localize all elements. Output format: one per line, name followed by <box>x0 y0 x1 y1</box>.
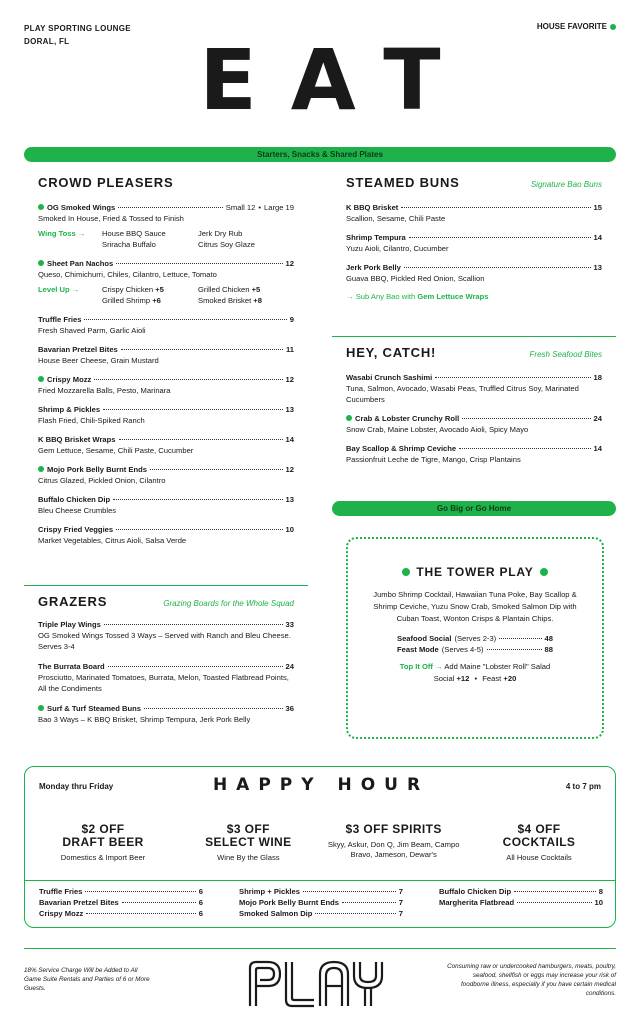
section-title: CROWD PLEASERS <box>38 175 174 190</box>
item-name: Shrimp Tempura <box>346 233 406 242</box>
item-desc: Tuna, Salmon, Avocado, Wasabi Peas, Truffled Citrus Soy, Marinated Cucumbers <box>346 384 579 404</box>
menu-item <box>346 262 602 284</box>
item-desc: Fried Mozzarella Balls, Pesto, Marinara <box>38 386 171 395</box>
dot-leader <box>401 207 590 208</box>
sub-note: → Sub Any Bao with Gem Lettuce Wraps <box>346 292 489 301</box>
item-name: Wasabi Crunch Sashimi <box>346 373 433 382</box>
tower-option: Feast Mode (Serves 4-5) 88 <box>397 645 553 654</box>
item-name: Triple Play Wings <box>38 620 101 629</box>
tower-play-box <box>346 537 604 739</box>
grazers-list <box>38 619 294 725</box>
green-dot-icon <box>540 568 548 576</box>
menu-item <box>38 314 294 336</box>
happy-hour-deal: $3 OFF SPIRITS Skyy, Askur, Don Q, Jim Beam, Campo Bravo, Jameson, Dewar's <box>327 822 460 859</box>
section-title: HEY, CATCH! <box>346 345 437 360</box>
item-name: Surf & Turf Steamed Buns <box>47 704 141 713</box>
happy-hour-food-column <box>239 886 403 919</box>
item-price: 11 <box>285 345 294 354</box>
option: Sriracha Buffalo <box>102 240 156 249</box>
happy-hour-food-column <box>439 886 603 919</box>
menu-item <box>38 703 294 725</box>
happy-hour-deal: $4 OFF COCKTAILS All House Cocktails <box>502 822 576 862</box>
item-name: Buffalo Chicken Dip <box>38 495 111 504</box>
item-name: The Burrata Board <box>38 662 105 671</box>
item-desc: Prosciutto, Marinated Tomatoes, Burrata, Melon, Toasted Flatbread Points, All the Condiments <box>38 673 289 693</box>
section-subtitle: Grazing Boards for the Whole Squad <box>163 599 294 608</box>
tower-option: Seafood Social (Serves 2-3) 48 <box>397 634 553 643</box>
happy-hour-food-item: Margherita Flatbread 10 <box>439 898 603 907</box>
item-desc: Passionfruit Leche de Tigre, Mango, Crisp Plantains <box>346 455 521 464</box>
menu-item <box>38 619 294 652</box>
menu-item <box>38 258 294 280</box>
item-price-small: Small 12 <box>225 203 256 212</box>
green-dot-icon <box>402 568 410 576</box>
item-desc: Gem Lettuce, Sesame, Chili Paste, Cucumber <box>38 446 194 455</box>
menu-item <box>38 404 294 426</box>
item-price: 36 <box>285 704 294 713</box>
starters-banner: Starters, Snacks & Shared Plates <box>24 147 616 162</box>
page-title: EAT <box>199 31 475 129</box>
item-price-large: Large 19 <box>264 203 294 212</box>
item-price: 9 <box>289 315 294 324</box>
happy-hour-food-item: Smoked Salmon Dip 7 <box>239 909 403 918</box>
green-dot-icon <box>38 705 44 711</box>
section-subtitle: Fresh Seafood Bites <box>529 350 602 359</box>
menu-item <box>38 202 294 224</box>
top-it-off: Top It Off → Add Maine "Lobster Roll" Salad Social +12 • Feast +20 <box>399 662 551 683</box>
menu-item <box>38 374 294 396</box>
dot-leader <box>144 708 283 709</box>
item-name: OG Smoked Wings <box>47 203 116 212</box>
crowd-pleasers-list <box>38 202 294 546</box>
tower-options <box>397 633 553 655</box>
item-desc: Queso, Chimichurri, Chiles, Cilantro, Lettuce, Tomato <box>38 270 217 279</box>
happy-hour-deal: $3 OFF SELECT WINE Wine By the Glass <box>205 822 292 862</box>
play-logo <box>246 958 394 1015</box>
item-price: 12 <box>285 465 294 474</box>
dot-leader <box>84 319 286 320</box>
option: Crispy Chicken +5 <box>102 285 164 294</box>
happy-hour-deals <box>33 823 609 863</box>
dot-leader <box>119 439 283 440</box>
tower-desc: Jumbo Shrimp Cocktail, Hawaiian Tuna Poke, Bay Scallop & Shrimp Ceviche, Yuzu Snow Crab, Smoked Salmon Dip with Cuban Toast, Wonton Crisps & Plantain Chips. <box>373 590 577 623</box>
dot-leader <box>121 349 283 350</box>
item-price: 24 <box>285 662 294 671</box>
dot-leader <box>103 409 283 410</box>
venue-location: DORAL, FL <box>24 37 70 46</box>
dot-leader <box>409 237 591 238</box>
item-name: Jerk Pork Belly <box>346 263 401 272</box>
play-logo-mark <box>246 958 394 1010</box>
happy-hour-food-item: Buffalo Chicken Dip 8 <box>439 887 603 896</box>
dot-leader <box>94 379 282 380</box>
item-desc: House Beer Cheese, Grain Mustard <box>38 356 159 365</box>
go-big-banner: Go Big or Go Home <box>332 501 616 516</box>
item-name: Bavarian Pretzel Bites <box>38 345 118 354</box>
green-dot-icon <box>346 415 352 421</box>
happy-hour-food-column <box>39 886 203 919</box>
item-name: Truffle Fries <box>38 315 82 324</box>
health-note: Consuming raw or undercooked hamburgers, meats, poultry, seafood, shellfish or eggs may increase your risk of foodborne illness, especially if you have certain medical conditions. <box>447 963 616 997</box>
house-favorite-label: HOUSE FAVORITE <box>536 22 607 31</box>
menu-item <box>38 494 294 516</box>
dot-leader <box>435 377 590 378</box>
item-price: 12 <box>285 259 294 268</box>
dot-leader <box>113 499 282 500</box>
hey-catch-section <box>346 345 602 465</box>
divider <box>24 585 308 586</box>
happy-hour-deal: $2 OFF DRAFT BEER Domestics & Import Beer <box>60 822 146 862</box>
item-name: Shrimp & Pickles <box>38 405 101 414</box>
item-price: 14 <box>593 233 602 242</box>
dot-leader <box>462 418 590 419</box>
divider <box>24 948 616 949</box>
dot-leader <box>104 624 283 625</box>
green-dot-icon <box>38 376 44 382</box>
item-desc: Citrus Glazed, Pickled Onion, Cilantro <box>38 476 166 485</box>
option: House BBQ Sauce <box>102 229 166 238</box>
hey-catch-list <box>346 372 602 465</box>
grazers-section <box>38 594 294 725</box>
green-dot-icon <box>38 466 44 472</box>
menu-item <box>346 372 602 405</box>
menu-item <box>346 443 602 465</box>
green-dot-icon <box>610 24 616 30</box>
level-up-options <box>38 284 294 306</box>
steamed-buns-section <box>346 175 602 301</box>
happy-hour-title: HAPPY HOUR <box>212 775 430 795</box>
item-name: Crispy Fried Veggies <box>38 525 114 534</box>
item-price: 14 <box>285 435 294 444</box>
dot-leader <box>459 448 590 449</box>
item-name: K BBQ Brisket <box>346 203 399 212</box>
steamed-buns-list <box>346 202 602 284</box>
dot-leader <box>116 529 282 530</box>
item-name: K BBQ Brisket Wraps <box>38 435 116 444</box>
dot-leader <box>404 267 591 268</box>
item-price: 13 <box>285 405 294 414</box>
item-price: 12 <box>285 375 294 384</box>
item-name: Mojo Pork Belly Burnt Ends <box>47 465 147 474</box>
item-desc: Bleu Cheese Crumbles <box>38 506 117 515</box>
menu-item <box>38 344 294 366</box>
tower-title: THE TOWER PLAY <box>348 565 602 579</box>
divider <box>25 880 615 881</box>
item-price: 13 <box>285 495 294 504</box>
item-price: 10 <box>285 525 294 534</box>
option: Grilled Chicken +5 <box>198 285 261 294</box>
service-note: 18% Service Charge Will be Added to All Game Suite Rentals and Parties of 6 or More Guests. <box>24 967 150 992</box>
section-title: GRAZERS <box>38 594 108 609</box>
item-desc: Smoked In House, Fried & Tossed to Finish <box>38 214 184 223</box>
dot-leader <box>118 207 223 208</box>
dot-leader <box>150 469 283 470</box>
happy-hour-box <box>24 766 616 928</box>
item-desc: Market Vegetables, Citrus Aioli, Salsa Verde <box>38 536 187 545</box>
item-desc: Fresh Shaved Parm, Garlic Aioli <box>38 326 146 335</box>
dot-leader <box>108 666 283 667</box>
happy-hour-food-item: Truffle Fries 6 <box>39 887 203 896</box>
menu-item <box>346 232 602 254</box>
happy-hour-food-item: Bavarian Pretzel Bites 6 <box>39 898 203 907</box>
item-desc: Bao 3 Ways – K BBQ Brisket, Shrimp Tempura, Jerk Pork Belly <box>38 715 251 724</box>
menu-item <box>38 464 294 486</box>
option: Citrus Soy Glaze <box>198 240 255 249</box>
item-name: Sheet Pan Nachos <box>47 259 114 268</box>
item-price: 24 <box>593 414 602 423</box>
options-label: Wing Toss → <box>38 229 86 238</box>
divider <box>332 336 616 337</box>
happy-hour-food <box>39 886 603 919</box>
item-desc: Yuzu Aioli, Cilantro, Cucumber <box>346 244 449 253</box>
item-desc: OG Smoked Wings Tossed 3 Ways – Served with Ranch and Bleu Cheese. Serves 3-4 <box>38 631 291 651</box>
crowd-pleasers-section <box>38 175 294 546</box>
option: Grilled Shrimp +6 <box>102 296 161 305</box>
menu-item <box>38 661 294 694</box>
section-subtitle: Signature Bao Buns <box>530 180 602 189</box>
options-label: Level Up → <box>38 285 80 294</box>
dot-leader <box>116 263 282 264</box>
item-desc: Scallion, Sesame, Chili Paste <box>346 214 446 223</box>
green-dot-icon <box>38 260 44 266</box>
happy-hour-time: 4 to 7 pm <box>565 782 601 791</box>
item-name: Crispy Mozz <box>47 375 92 384</box>
item-price: 14 <box>593 444 602 453</box>
green-dot-icon <box>38 204 44 210</box>
menu-item <box>38 434 294 456</box>
item-desc: Flash Fried, Chili-Spiked Ranch <box>38 416 145 425</box>
menu-item <box>346 413 602 435</box>
item-price: 18 <box>593 373 602 382</box>
price-separator: • <box>258 203 262 212</box>
item-price: 33 <box>285 620 294 629</box>
menu-item <box>38 524 294 546</box>
item-desc: Guava BBQ, Pickled Red Onion, Scallion <box>346 274 485 283</box>
option: Smoked Brisket +8 <box>198 296 262 305</box>
item-price: 15 <box>593 203 602 212</box>
section-title: STEAMED BUNS <box>346 175 460 190</box>
happy-hour-food-item: Mojo Pork Belly Burnt Ends 7 <box>239 898 403 907</box>
menu-item <box>346 202 602 224</box>
wing-toss-options <box>38 228 294 250</box>
item-desc: Snow Crab, Maine Lobster, Avocado Aioli, Spicy Mayo <box>346 425 529 434</box>
item-price: 13 <box>593 263 602 272</box>
item-name: Bay Scallop & Shrimp Ceviche <box>346 444 457 453</box>
option: Jerk Dry Rub <box>198 229 243 238</box>
item-name: Crab & Lobster Crunchy Roll <box>355 414 460 423</box>
happy-hour-days: Monday thru Friday <box>39 782 114 791</box>
happy-hour-food-item: Crispy Mozz 6 <box>39 909 203 918</box>
happy-hour-food-item: Shrimp + Pickles 7 <box>239 887 403 896</box>
venue-name: PLAY SPORTING LOUNGE <box>24 24 131 33</box>
